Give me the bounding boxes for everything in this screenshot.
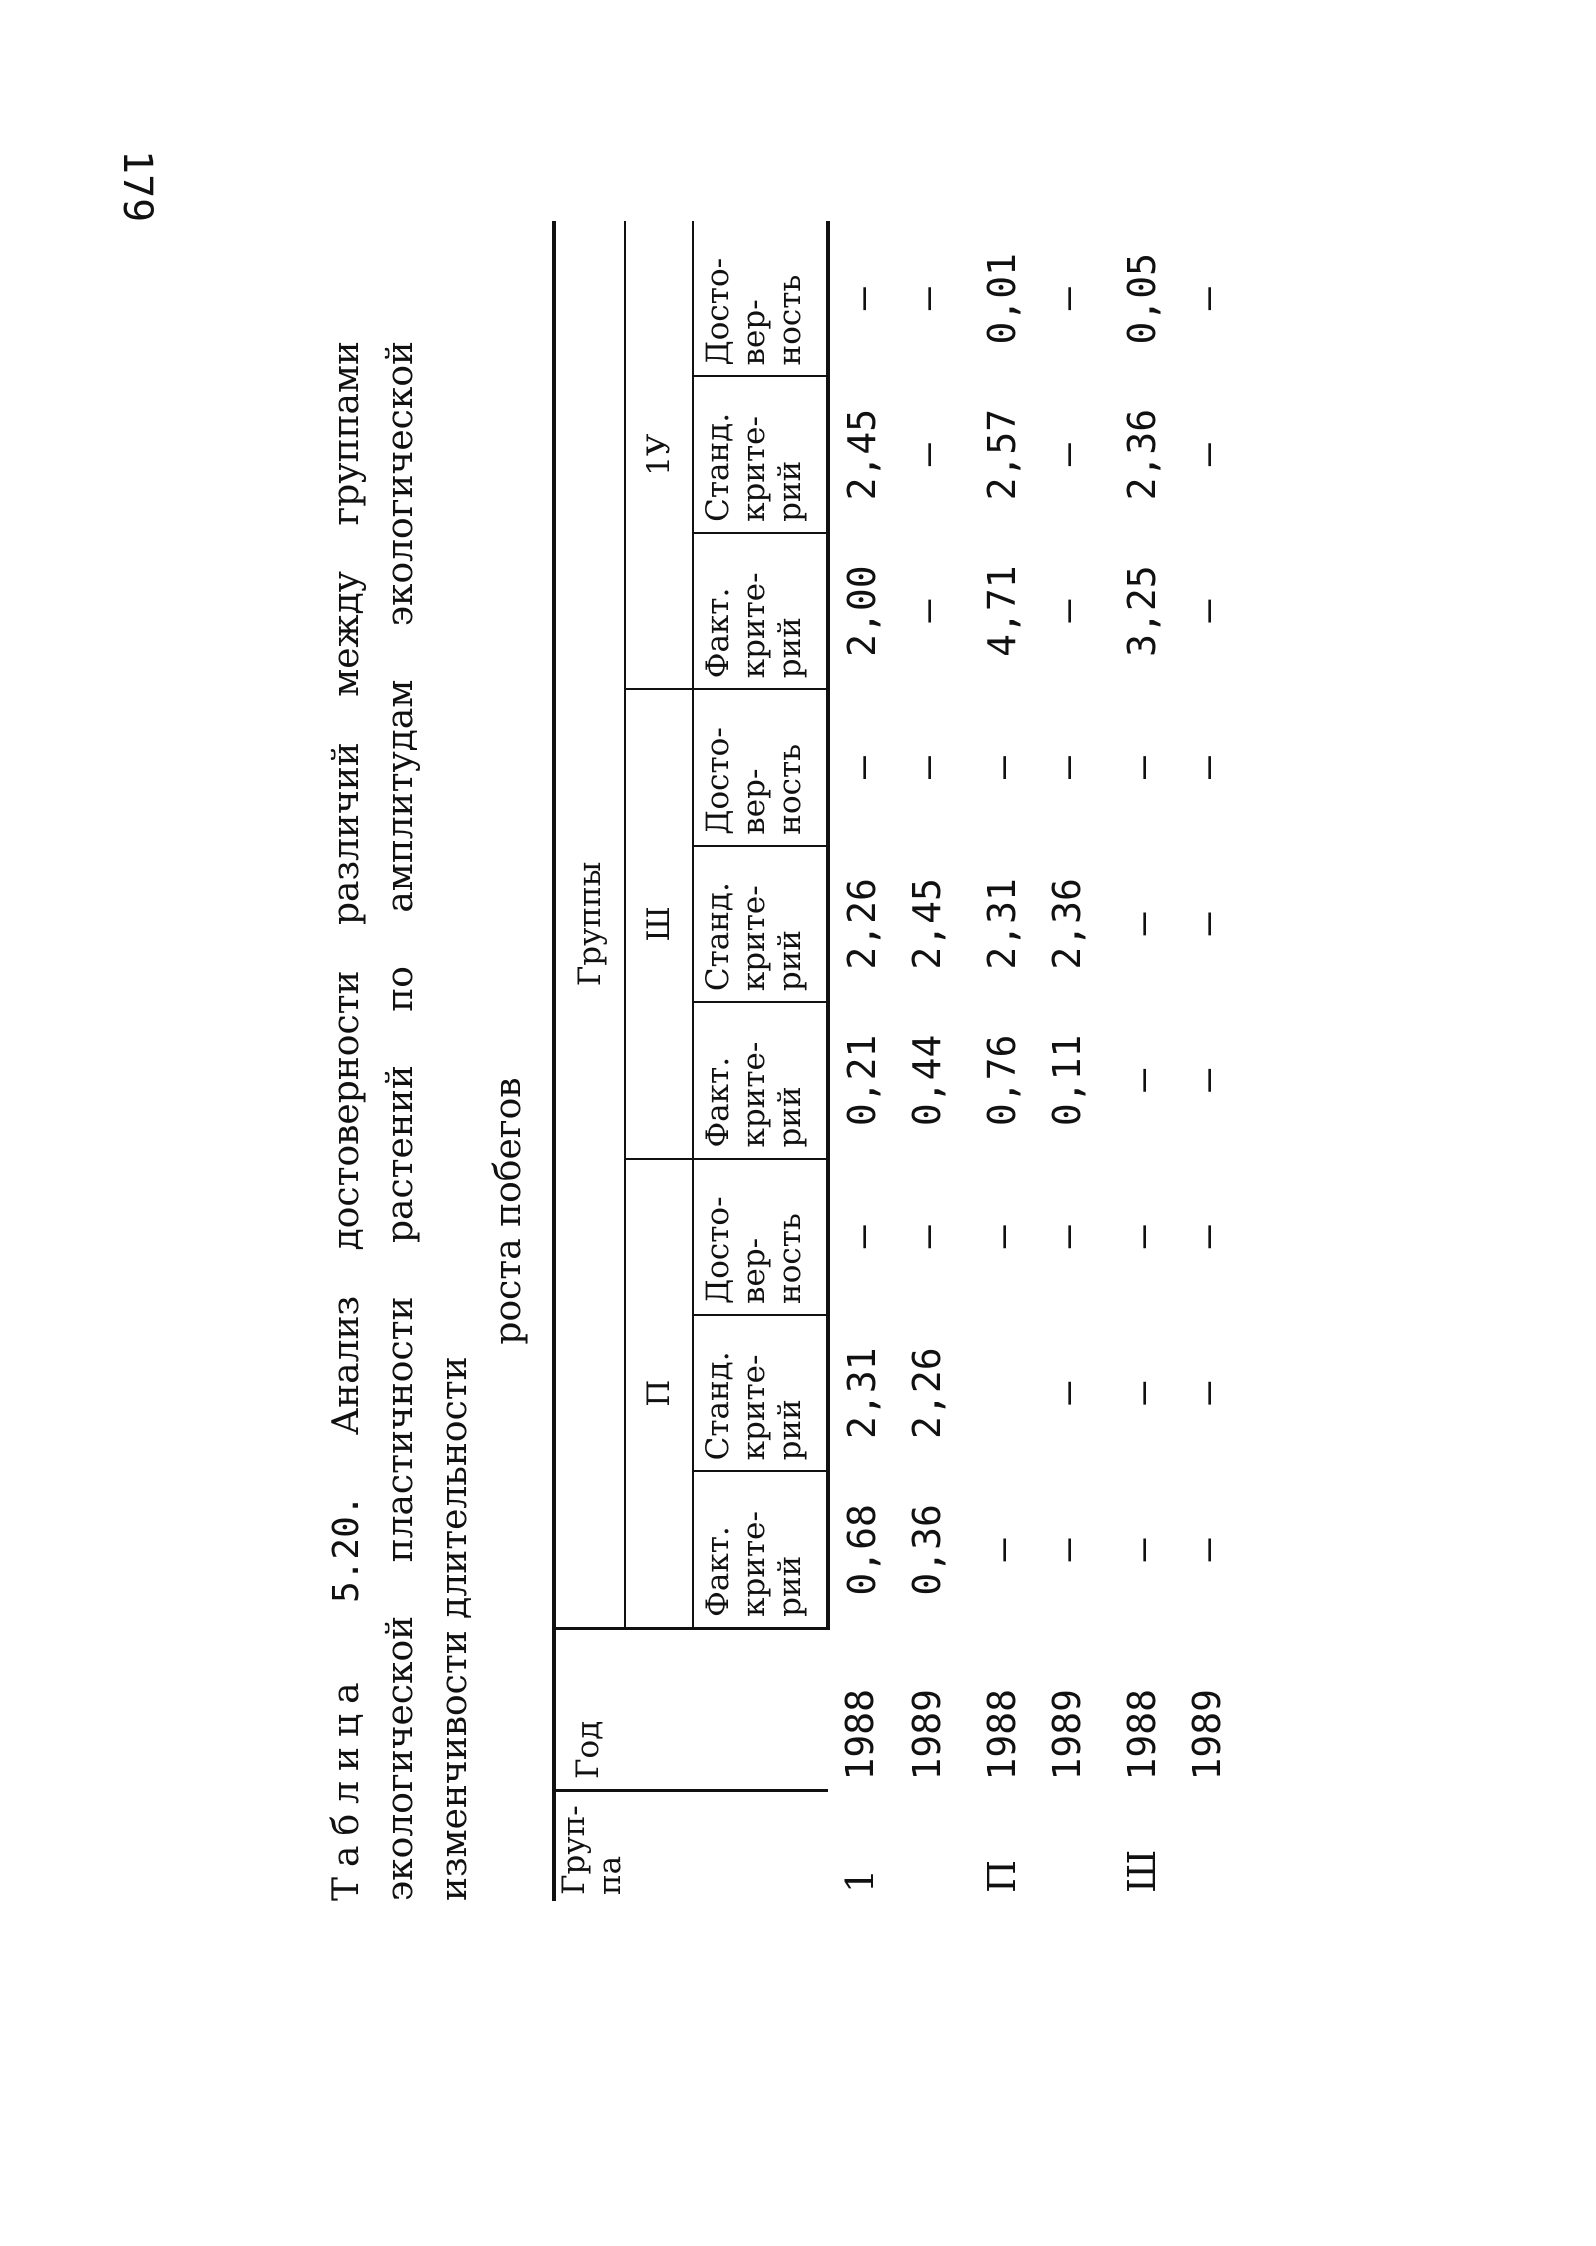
cell-value: – [1185,1225,1229,1249]
cell-value: – [1045,756,1089,779]
data-table [552,221,1240,1901]
caption-number: 5.20. [326,1494,367,1603]
cell-value: 0,36 [905,1504,949,1596]
cell-group [895,1790,960,1901]
leaf-header [693,1002,828,1158]
cell-value: – [1120,756,1164,779]
cell-group: Ш [1120,1849,1164,1893]
leaf-header [693,221,828,376]
leaf-header-line: Досто- [700,1196,736,1304]
cell-value: – [1185,599,1229,623]
cell-value: 2,26 [840,878,884,970]
header-group: Груп- па [554,1790,828,1901]
cell-value: 2,31 [980,878,1024,970]
leaf-header-line: Факт. [700,1526,736,1617]
caption-text: Анализ достоверности различий между группами экологической пластичности растений по амплитудам экологической изменчивости длительности [326,341,475,1901]
leaf-header-line: крите- [736,572,772,679]
leaf-header-line: крите- [736,416,772,522]
cell-value: 2,26 [905,1347,949,1439]
leaf-header-line: Факт. [700,1056,736,1148]
cell-value: – [840,287,884,311]
leaf-header [693,1315,828,1471]
cell-year: 1988 [838,1688,882,1781]
cell-year: 1988 [1120,1688,1164,1781]
cell-year: 1988 [980,1688,1024,1781]
caption-label: Таблица [326,1672,367,1901]
subgroup-header: Ш [625,689,693,1158]
cell-value: – [1045,1538,1089,1562]
leaf-header [693,376,828,532]
cell-value: – [905,756,949,779]
cell-value: – [905,287,949,311]
leaf-header-line: Факт. [700,587,736,679]
leaf-header-line: Досто- [700,727,736,835]
cell-group [1035,1790,1100,1901]
cell-value: 0,11 [1045,1034,1089,1127]
table-body [828,221,1240,1901]
cell-value: – [1120,1538,1164,1562]
cell-value: – [1120,1381,1164,1405]
leaf-header-line: вер- [736,299,772,366]
cell-value: 2,36 [1120,408,1164,501]
cell-value: – [905,599,949,623]
header-groups: Группы [554,221,625,1628]
cell-value: 2,36 [1045,878,1089,970]
cell-value: – [1185,912,1229,936]
cell-group: П [980,1859,1024,1893]
leaf-header-line: ность [772,743,808,835]
cell-value: 2,45 [840,408,884,501]
leaf-header-line: Станд. [700,882,736,992]
cell-value [960,1315,1035,1471]
cell-value: – [1120,1068,1164,1092]
leaf-header-line: рий [772,617,808,679]
leaf-header-line: рий [772,929,808,992]
leaf-header [693,1471,828,1628]
cell-value: 0,68 [840,1504,884,1596]
cell-group: 1 [838,1868,882,1893]
leaf-header-line: крите- [736,1041,772,1148]
caption-last-line: роста побегов [488,1077,529,1345]
cell-value: – [1185,756,1229,779]
cell-value: – [980,756,1024,779]
cell-value: – [1185,287,1229,311]
table-row [1035,221,1100,1901]
subgroup-header: 1У [625,221,693,689]
cell-value: 0,05 [1120,252,1164,345]
leaf-header-line: Досто- [700,257,736,366]
cell-value: 2,45 [905,878,949,970]
leaf-header-line: ность [772,1213,808,1304]
page-number: 179 [114,150,160,223]
leaf-header [693,1159,828,1315]
cell-value: 2,31 [840,1347,884,1439]
cell-value: – [1045,443,1089,467]
cell-value: 4,71 [980,565,1024,657]
cell-value: – [840,1225,884,1249]
table-row [1100,221,1175,1901]
cell-year: 1989 [1185,1688,1229,1781]
leaf-header-line: крите- [736,1511,772,1617]
cell-value: – [1120,912,1164,936]
cell-value: – [1185,443,1229,467]
leaf-header-line: крите- [736,885,772,992]
table-caption [320,341,536,1901]
cell-value: – [1045,287,1089,311]
cell-value: – [1045,599,1089,623]
table-row [895,221,960,1901]
cell-group [1175,1790,1240,1901]
cell-value: – [840,756,884,779]
table-row [1175,221,1240,1901]
header-year: Год [554,1628,828,1790]
cell-value: – [980,1225,1024,1249]
cell-value: 0,01 [980,252,1024,345]
table-row [828,221,895,1901]
leaf-header-line: рий [772,1555,808,1617]
cell-value: – [1185,1068,1229,1092]
cell-year: 1989 [905,1688,949,1781]
leaf-header-line: рий [772,1399,808,1461]
cell-year: 1989 [1045,1688,1089,1781]
leaf-header-line: вер- [736,768,772,835]
leaf-header [693,533,828,689]
cell-value: 0,76 [980,1034,1024,1127]
subgroup-header: П [625,1159,693,1629]
leaf-header-line: Станд. [700,412,736,522]
cell-value: 0,21 [840,1034,884,1127]
cell-value: 0,44 [905,1034,949,1127]
leaf-header-line: Станд. [700,1351,736,1461]
cell-value: – [1045,1381,1089,1405]
leaf-header-line: вер- [736,1237,772,1304]
cell-value: – [1185,1538,1229,1562]
cell-value: – [1185,1381,1229,1405]
cell-value: 2,00 [840,565,884,657]
leaf-header-line: ность [772,274,808,366]
cell-value: – [1120,1225,1164,1249]
leaf-header-line: рий [772,460,808,522]
table-row [960,221,1035,1901]
cell-value: – [980,1538,1024,1562]
cell-value: 3,25 [1120,565,1164,657]
cell-value: 2,57 [980,408,1024,501]
leaf-header [693,846,828,1002]
cell-value: – [905,1225,949,1249]
cell-value: – [905,443,949,467]
cell-value: – [1045,1225,1089,1249]
leaf-header-line: рий [772,1086,808,1148]
leaf-header [693,689,828,845]
leaf-header-line: крите- [736,1354,772,1461]
